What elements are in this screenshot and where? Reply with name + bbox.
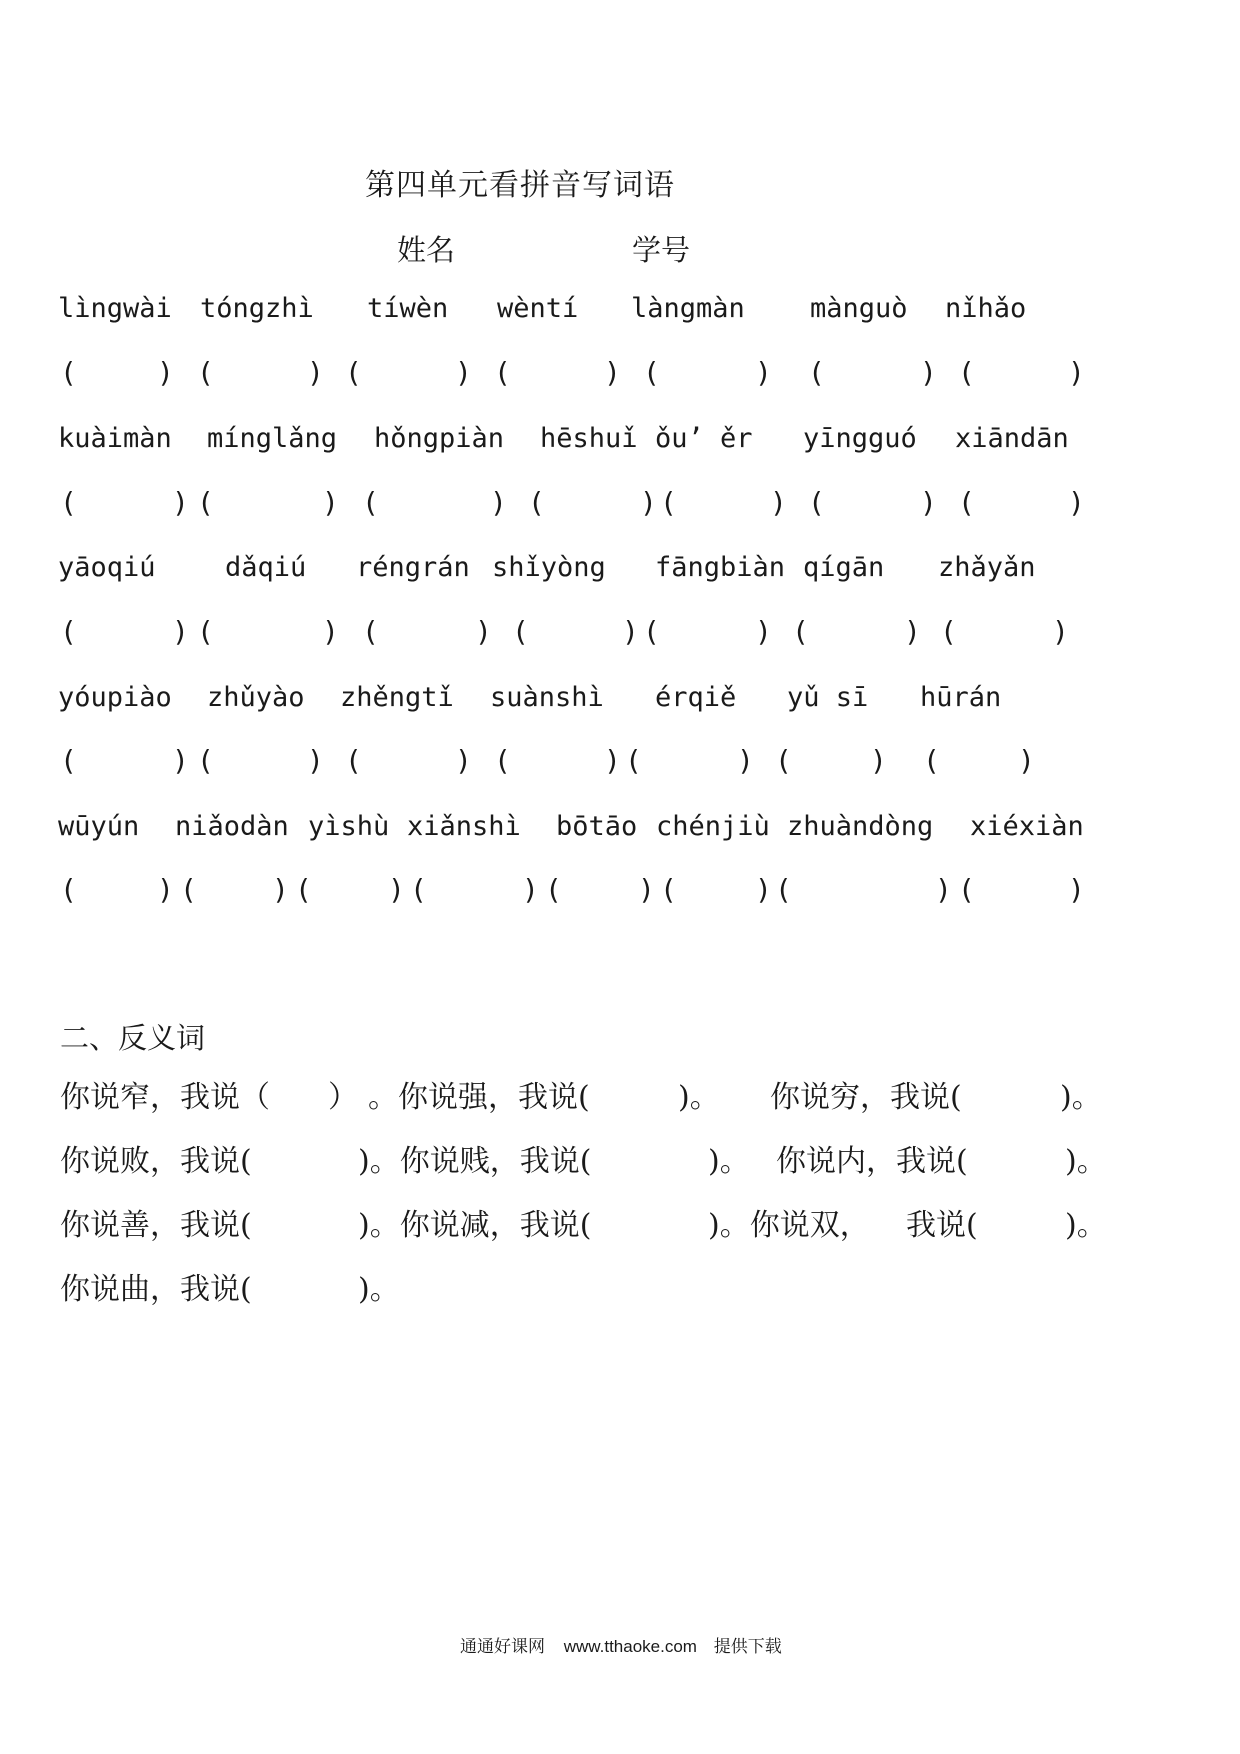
pinyin-word: hēshuǐ [540, 423, 638, 454]
answer-paren-row [0, 486, 1240, 526]
antonym-prompt: )。你说贱，我说( [358, 1144, 592, 1179]
name-label: 姓名 [397, 233, 456, 267]
pinyin-word: tíwèn [367, 293, 449, 324]
footer [460, 1632, 782, 1657]
antonym-row [60, 1264, 1200, 1308]
close-paren: ) [388, 873, 405, 906]
close-paren: ) [1068, 356, 1085, 389]
open-paren: ( [494, 356, 511, 389]
pinyin-word: wèntí [497, 293, 579, 324]
antonym-row [60, 1136, 1200, 1180]
pinyin-row [0, 293, 1240, 333]
close-paren: ) [322, 486, 339, 519]
close-paren: ) [172, 615, 189, 648]
antonym-prompt: 你说曲，我说( [60, 1272, 252, 1307]
pinyin-word: làngmàn [631, 293, 745, 324]
pinyin-word: mínglǎng [207, 423, 338, 454]
pinyin-word: fāngbiàn [655, 552, 786, 583]
close-paren: ) [737, 744, 754, 777]
close-paren: ) [522, 873, 539, 906]
open-paren: ( [60, 744, 77, 777]
pinyin-word: xiǎnshì [407, 811, 521, 842]
pinyin-word: mànguò [810, 293, 908, 324]
open-paren: ( [60, 356, 77, 389]
close-paren: ) [172, 744, 189, 777]
open-paren: ( [512, 615, 529, 648]
antonym-prompt: )。 [678, 1080, 720, 1115]
open-paren: ( [958, 873, 975, 906]
close-paren: ) [455, 744, 472, 777]
antonym-prompt: )。你说双， [708, 1208, 870, 1243]
answer-paren-row [0, 356, 1240, 396]
pinyin-word: réngrán [356, 552, 470, 583]
close-paren: ) [307, 744, 324, 777]
pinyin-word: bōtāo [556, 811, 638, 842]
student-number-label: 学号 [632, 233, 691, 267]
pinyin-word: xiéxiàn [970, 811, 1084, 842]
pinyin-word: yǔ sī [787, 682, 869, 713]
close-paren: ) [622, 615, 639, 648]
antonym-row [60, 1072, 1200, 1116]
close-paren: ) [604, 356, 621, 389]
open-paren: ( [958, 486, 975, 519]
antonym-prompt: 我说( [906, 1208, 978, 1243]
pinyin-word: niǎodàn [175, 811, 289, 842]
footer-site-name: 通通好课网 [460, 1637, 545, 1656]
answer-paren-row [0, 744, 1240, 784]
open-paren: ( [775, 873, 792, 906]
open-paren: ( [958, 356, 975, 389]
pinyin-word: hǒngpiàn [374, 423, 505, 454]
open-paren: ( [643, 615, 660, 648]
open-paren: ( [197, 744, 214, 777]
pinyin-word: nǐhǎo [945, 293, 1027, 324]
open-paren: ( [60, 615, 77, 648]
pinyin-word: kuàimàn [58, 423, 172, 454]
open-paren: ( [180, 873, 197, 906]
pinyin-word: zhǎyǎn [938, 552, 1036, 583]
open-paren: ( [660, 486, 677, 519]
pinyin-word: hūrán [920, 682, 1002, 713]
pinyin-word: yìshù [308, 811, 390, 842]
pinyin-word: lìngwài [58, 293, 172, 324]
close-paren: ) [475, 615, 492, 648]
antonym-prompt: ） [328, 1080, 358, 1115]
close-paren: ) [1018, 744, 1035, 777]
open-paren: ( [545, 873, 562, 906]
section-title: 二、反义词 [60, 1021, 206, 1055]
open-paren: ( [643, 356, 660, 389]
pinyin-word: chénjiù [656, 811, 770, 842]
close-paren: ) [322, 615, 339, 648]
antonym-prompt: )。 [1060, 1080, 1102, 1115]
close-paren: ) [920, 356, 937, 389]
open-paren: ( [792, 615, 809, 648]
pinyin-word: tóngzhì [200, 293, 314, 324]
pinyin-word: qígān [803, 552, 885, 583]
pinyin-word: shǐyòng [492, 552, 606, 583]
close-paren: ) [935, 873, 952, 906]
antonym-prompt: )。 [1065, 1208, 1107, 1243]
open-paren: ( [808, 356, 825, 389]
open-paren: ( [295, 873, 312, 906]
close-paren: ) [640, 486, 657, 519]
pinyin-row [0, 682, 1240, 722]
open-paren: ( [494, 744, 511, 777]
close-paren: ) [755, 356, 772, 389]
open-paren: ( [60, 873, 77, 906]
antonym-prompt: )。 [1065, 1144, 1107, 1179]
antonym-prompt: 你说窄，我说（ [60, 1080, 270, 1115]
antonym-prompt: )。 [708, 1144, 750, 1179]
pinyin-word: xiāndān [955, 423, 1069, 454]
antonym-prompt: 你说内，我说( [776, 1144, 968, 1179]
close-paren: ) [157, 356, 174, 389]
open-paren: ( [197, 486, 214, 519]
antonym-prompt: 你说败，我说( [60, 1144, 252, 1179]
open-paren: ( [410, 873, 427, 906]
footer-suffix: 提供下载 [713, 1637, 782, 1656]
open-paren: ( [923, 744, 940, 777]
close-paren: ) [172, 486, 189, 519]
close-paren: ) [157, 873, 174, 906]
close-paren: ) [272, 873, 289, 906]
pinyin-word: yóupiào [58, 682, 172, 713]
close-paren: ) [904, 615, 921, 648]
page-title: 第四单元看拼音写词语 [365, 168, 675, 203]
answer-paren-row [0, 873, 1240, 913]
antonym-prompt: )。你说减，我说( [358, 1208, 592, 1243]
close-paren: ) [1068, 873, 1085, 906]
antonym-prompt: 你说穷，我说( [770, 1080, 962, 1115]
pinyin-word: dǎqiú [225, 552, 307, 583]
open-paren: ( [808, 486, 825, 519]
open-paren: ( [345, 356, 362, 389]
pinyin-row [0, 423, 1240, 463]
close-paren: ) [1052, 615, 1069, 648]
close-paren: ) [490, 486, 507, 519]
open-paren: ( [197, 615, 214, 648]
open-paren: ( [60, 486, 77, 519]
close-paren: ) [638, 873, 655, 906]
footer-url[interactable]: www.tthaoke.com [563, 1637, 697, 1656]
pinyin-word: érqiě [655, 682, 737, 713]
open-paren: ( [940, 615, 957, 648]
open-paren: ( [362, 615, 379, 648]
antonym-row [60, 1200, 1200, 1244]
open-paren: ( [362, 486, 379, 519]
pinyin-word: yīngguó [803, 423, 917, 454]
pinyin-row [0, 552, 1240, 592]
pinyin-word: zhǔyào [207, 682, 305, 713]
close-paren: ) [920, 486, 937, 519]
close-paren: ) [870, 744, 887, 777]
answer-paren-row [0, 615, 1240, 655]
close-paren: ) [455, 356, 472, 389]
pinyin-word: zhěngtǐ [340, 682, 454, 713]
close-paren: ) [755, 873, 772, 906]
open-paren: ( [625, 744, 642, 777]
open-paren: ( [528, 486, 545, 519]
open-paren: ( [660, 873, 677, 906]
pinyin-word: zhuàndòng [787, 811, 934, 842]
open-paren: ( [775, 744, 792, 777]
open-paren: ( [345, 744, 362, 777]
pinyin-word: yāoqiú [58, 552, 156, 583]
pinyin-word: ǒu’ ěr [655, 423, 753, 454]
pinyin-row [0, 811, 1240, 851]
close-paren: ) [1068, 486, 1085, 519]
antonym-prompt: )。 [358, 1272, 400, 1307]
close-paren: ) [755, 615, 772, 648]
pinyin-word: suànshì [490, 682, 604, 713]
pinyin-word: wūyún [58, 811, 140, 842]
antonym-prompt: 。你说强，我说( [368, 1080, 590, 1115]
close-paren: ) [770, 486, 787, 519]
open-paren: ( [197, 356, 214, 389]
close-paren: ) [604, 744, 621, 777]
antonym-prompt: 你说善，我说( [60, 1208, 252, 1243]
close-paren: ) [307, 356, 324, 389]
